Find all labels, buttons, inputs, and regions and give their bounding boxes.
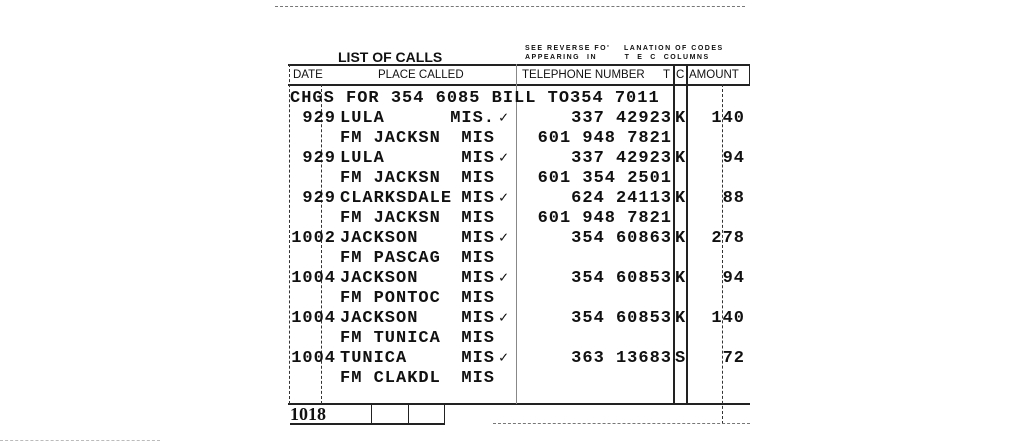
row-amount: 140 xyxy=(711,309,745,328)
row-tel: 337 42923 xyxy=(571,149,672,168)
row-amount: 88 xyxy=(722,189,745,208)
row-state: MIS xyxy=(461,189,495,208)
row-amount: 72 xyxy=(722,349,745,368)
row-place: JACKSON xyxy=(340,269,419,288)
bottom-edge xyxy=(0,440,160,441)
row-state: MIS xyxy=(461,329,495,348)
row-place: TUNICA xyxy=(340,349,408,368)
row-state: MIS xyxy=(461,229,495,248)
row-place: LULA xyxy=(340,109,385,128)
row-date: 1004 xyxy=(291,349,336,368)
col-header-place: PLACE CALLED xyxy=(378,69,464,81)
check-mark-icon: ✓ xyxy=(499,310,510,327)
col-header-amount: AMOUNT xyxy=(689,69,739,81)
row-tel: 337 42923 xyxy=(571,109,672,128)
call-row xyxy=(0,209,760,229)
row-amount: 140 xyxy=(711,109,745,128)
call-row xyxy=(0,169,760,189)
row-date: 1004 xyxy=(291,269,336,288)
row-place: LULA xyxy=(340,149,385,168)
row-code: K xyxy=(675,189,687,208)
row-state: MIS xyxy=(461,289,495,308)
header-top-rule xyxy=(288,64,750,66)
row-tel: 354 60863 xyxy=(571,229,672,248)
row-tel: 363 13683 xyxy=(571,349,672,368)
call-row xyxy=(0,129,760,149)
row-place: JACKSON xyxy=(340,309,419,328)
row-code: K xyxy=(675,269,687,288)
call-row xyxy=(0,349,760,369)
col-header-date: DATE xyxy=(293,69,323,81)
footer-box-divider xyxy=(408,403,409,423)
row-code: S xyxy=(675,349,687,368)
check-mark-icon: ✓ xyxy=(499,270,510,287)
footer-date: 1018 xyxy=(290,404,326,424)
footer-box-divider xyxy=(444,403,445,423)
check-mark-icon: ✓ xyxy=(499,350,510,367)
call-row xyxy=(0,109,760,129)
row-state: MIS xyxy=(461,249,495,268)
row-state: MIS xyxy=(461,209,495,228)
check-mark-icon: ✓ xyxy=(499,190,510,207)
row-date: 929 xyxy=(302,109,336,128)
call-row xyxy=(0,369,760,389)
row-date: 1004 xyxy=(291,309,336,328)
col-header-c: C xyxy=(676,69,685,81)
row-amount: 94 xyxy=(722,269,745,288)
row-state: MIS. xyxy=(450,109,495,128)
call-row xyxy=(0,189,760,209)
row-code: K xyxy=(675,309,687,328)
document-title: LIST OF CALLS xyxy=(338,49,443,65)
row-code: K xyxy=(675,109,687,128)
row-place: FM PONTOC xyxy=(340,289,441,308)
row-place: FM TUNICA xyxy=(340,329,441,348)
call-row xyxy=(0,309,760,329)
row-tel: 624 24113 xyxy=(571,189,672,208)
footer-box-divider xyxy=(371,403,372,423)
table-right-rule xyxy=(749,64,750,86)
row-code: K xyxy=(675,229,687,248)
call-row xyxy=(0,149,760,169)
call-row xyxy=(0,289,760,309)
row-place: FM JACKSN xyxy=(340,209,441,228)
top-edge xyxy=(275,6,745,7)
check-mark-icon: ✓ xyxy=(499,230,510,247)
row-tel: 601 948 7821 xyxy=(537,129,672,148)
row-tel: 601 354 2501 xyxy=(537,169,672,188)
footer-dashed-rule xyxy=(493,423,750,424)
row-amount: 94 xyxy=(722,149,745,168)
header-bottom-rule xyxy=(288,84,750,86)
row-place: CLARKSDALE xyxy=(340,189,453,208)
billing-summary-text: CHGS FOR 354 6085 BILL TO354 7011 xyxy=(290,89,660,108)
row-state: MIS xyxy=(461,169,495,188)
row-place: FM CLAKDL xyxy=(340,369,441,388)
row-tel: 354 60853 xyxy=(571,309,672,328)
row-date: 929 xyxy=(302,189,336,208)
row-state: MIS xyxy=(461,309,495,328)
check-mark-icon: ✓ xyxy=(499,150,510,167)
call-row xyxy=(0,269,760,289)
row-state: MIS xyxy=(461,369,495,388)
row-state: MIS xyxy=(461,269,495,288)
col-header-telephone: TELEPHONE NUMBER xyxy=(522,69,645,81)
row-place: FM PASCAG xyxy=(340,249,441,268)
billing-summary-line xyxy=(0,89,760,109)
row-tel: 601 948 7821 xyxy=(537,209,672,228)
row-code: K xyxy=(675,149,687,168)
call-row xyxy=(0,249,760,269)
codes-note-line2: APPEARING IN T E C COLUMNS xyxy=(525,54,710,61)
row-tel: 354 60853 xyxy=(571,269,672,288)
row-amount: 278 xyxy=(711,229,745,248)
codes-note-line1: SEE REVERSE FO' LANATION OF CODES xyxy=(525,45,724,52)
check-mark-icon: ✓ xyxy=(499,110,510,127)
row-state: MIS xyxy=(461,129,495,148)
col-header-t: T xyxy=(663,69,671,81)
row-place: JACKSON xyxy=(340,229,419,248)
table-bottom-rule xyxy=(288,403,750,405)
row-date: 929 xyxy=(302,149,336,168)
row-state: MIS xyxy=(461,149,495,168)
call-row xyxy=(0,329,760,349)
row-state: MIS xyxy=(461,349,495,368)
call-row xyxy=(0,229,760,249)
row-place: FM JACKSN xyxy=(340,169,441,188)
row-date: 1002 xyxy=(291,229,336,248)
row-place: FM JACKSN xyxy=(340,129,441,148)
